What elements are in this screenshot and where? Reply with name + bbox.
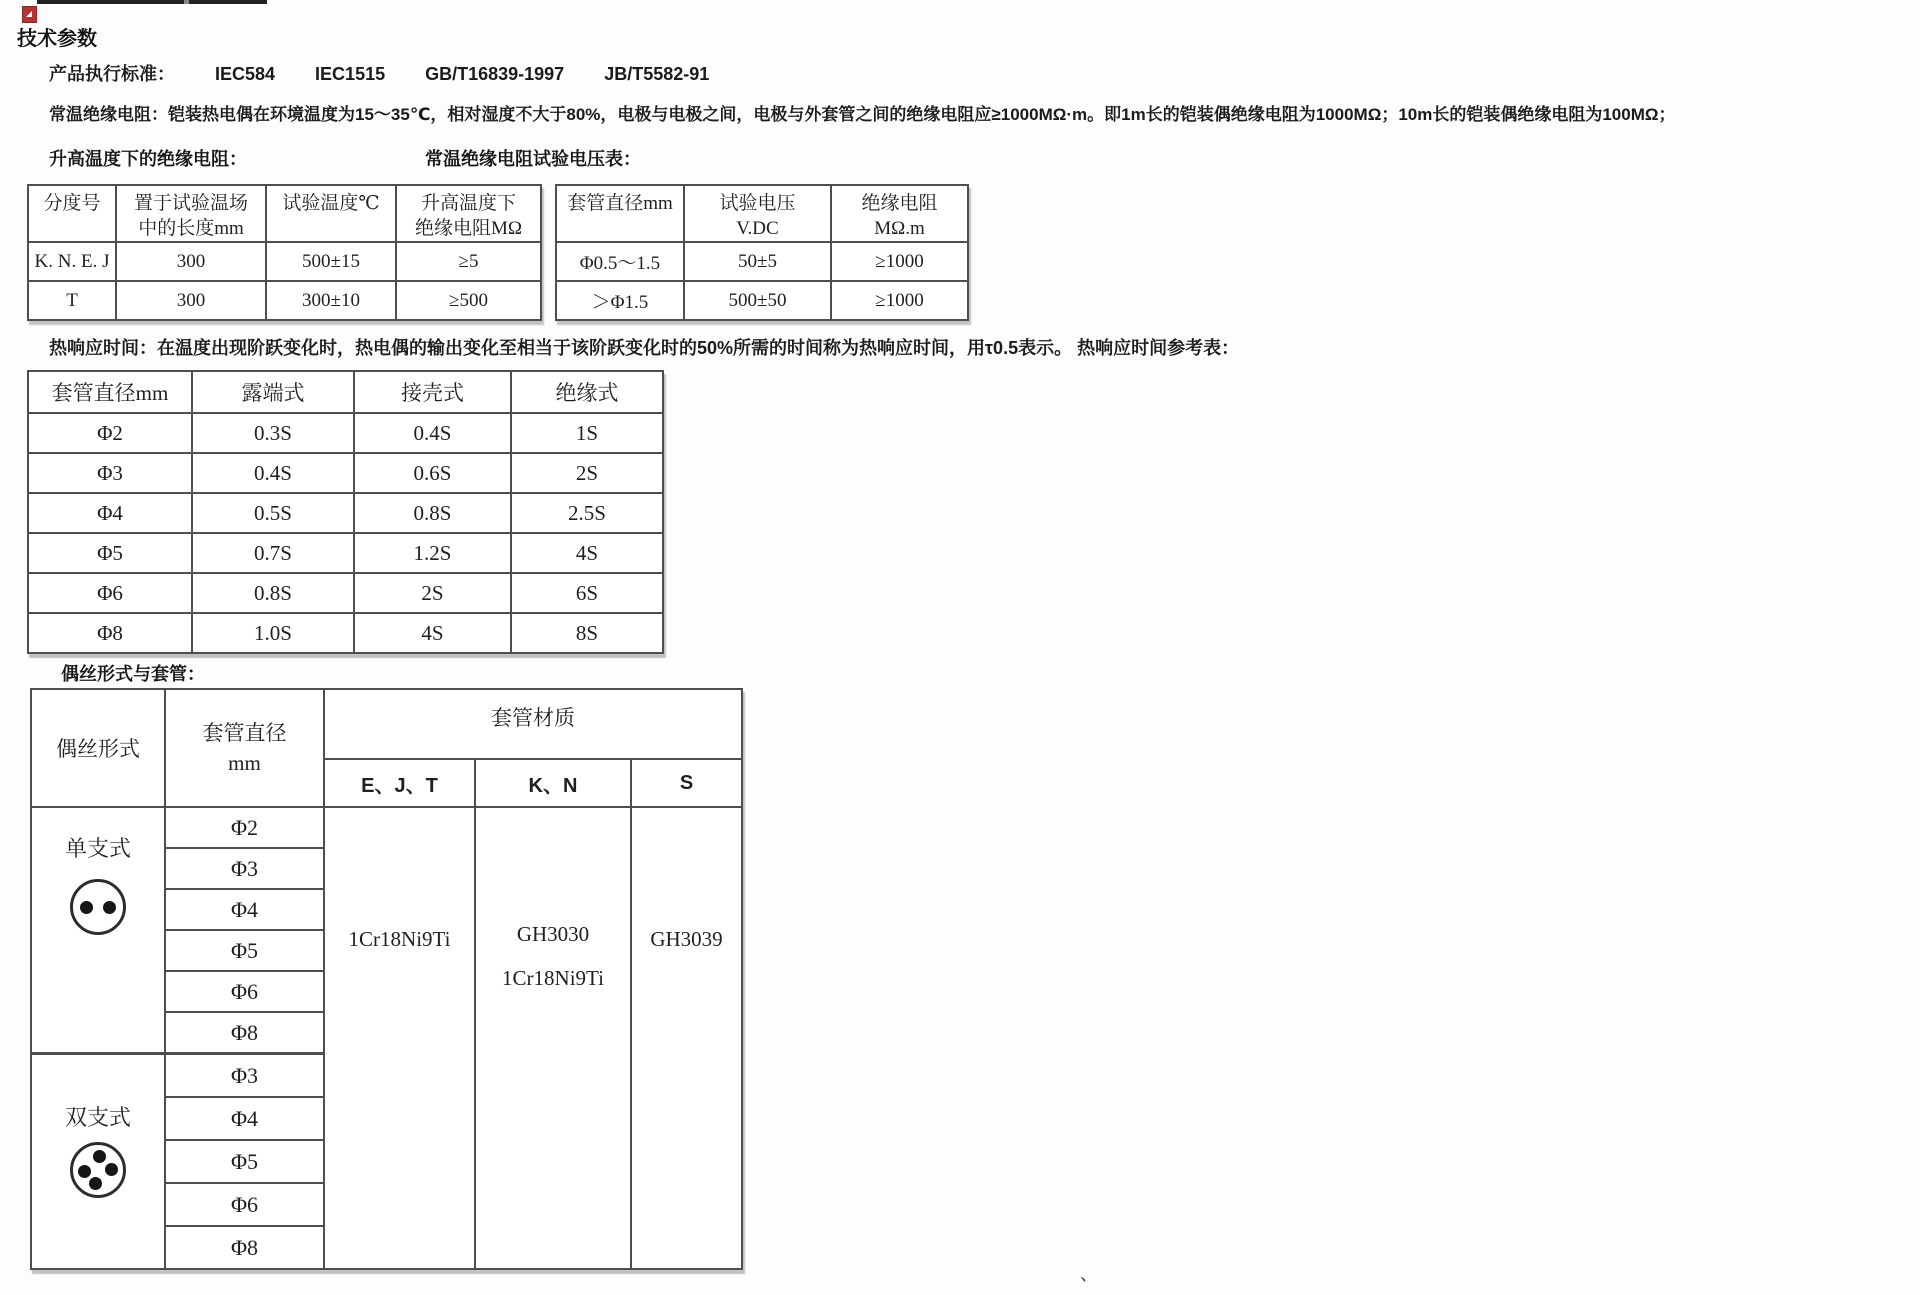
diameter-cell: Φ6 bbox=[165, 1183, 324, 1226]
material-type-cell: S bbox=[631, 759, 742, 807]
voltage-table-label: 常温绝缘电阻试验电压表： bbox=[425, 149, 641, 169]
response-time-paragraph: 热响应时间：在温度出现阶跃变化时，热电偶的输出变化至相当于该阶跃变化时的50%所需的时间称为热响应时间，用τ0.5表示。 热响应时间参考表： bbox=[49, 338, 1240, 358]
cell: 500±15 bbox=[266, 242, 396, 281]
diameter-cell: Φ8 bbox=[165, 1226, 324, 1269]
cell: Φ6 bbox=[28, 573, 192, 613]
single-core-icon bbox=[70, 879, 126, 935]
single-support-cell bbox=[31, 807, 165, 1054]
header-cell: 置于试验温场 中的长度mm bbox=[116, 185, 266, 242]
cell: 0.5S bbox=[192, 493, 354, 533]
diameter-cell: Φ3 bbox=[165, 848, 324, 889]
table-header-row bbox=[556, 185, 968, 242]
header-cell: 试验电压 V.DC bbox=[684, 185, 831, 242]
page-title: 技术参数 bbox=[17, 28, 97, 50]
cell: 6S bbox=[511, 573, 663, 613]
table-row bbox=[28, 413, 663, 453]
standard-item: IEC1515 bbox=[315, 64, 386, 84]
table-row bbox=[28, 573, 663, 613]
elevated-resistance-table bbox=[27, 184, 542, 321]
response-time-table bbox=[27, 370, 664, 654]
diameter-cell: Φ4 bbox=[165, 1097, 324, 1140]
header-cell: 分度号 bbox=[28, 185, 116, 242]
cell: Φ2 bbox=[28, 413, 192, 453]
table-row bbox=[28, 613, 663, 653]
table-header-row bbox=[31, 689, 742, 759]
wire-form-table bbox=[30, 688, 743, 1270]
material-type-cell: E、J、T bbox=[324, 759, 475, 807]
header-cell: 绝缘式 bbox=[511, 371, 663, 413]
cell: 4S bbox=[354, 613, 511, 653]
test-voltage-table bbox=[555, 184, 969, 321]
cell: ≥1000 bbox=[831, 281, 968, 320]
diameter-cell: Φ5 bbox=[165, 1140, 324, 1183]
cell: 300±10 bbox=[266, 281, 396, 320]
header-cell: 试验温度℃ bbox=[266, 185, 396, 242]
elevated-resistance-label: 升高温度下的绝缘电阻： bbox=[49, 149, 247, 169]
table-row bbox=[28, 493, 663, 533]
wire-form-label: 偶丝形式与套管： bbox=[61, 664, 205, 684]
table-row bbox=[556, 281, 968, 320]
material-cell: GH3030 1Cr18Ni9Ti bbox=[475, 807, 631, 1269]
cell: T bbox=[28, 281, 116, 320]
cell: 0.4S bbox=[192, 453, 354, 493]
cell: 0.6S bbox=[354, 453, 511, 493]
cell: 0.7S bbox=[192, 533, 354, 573]
insulation-paragraph: 常温绝缘电阻：铠装热电偶在环境温度为15～35℃，相对湿度不大于80%，电极与电极之间，电极与外套管之间的绝缘电阻应≥1000MΩ·m。即1m长的铠装偶绝缘电阻为1000MΩ；10m长的铠装偶绝缘电阻为100MΩ； bbox=[49, 105, 1676, 124]
diameter-cell: Φ4 bbox=[165, 889, 324, 930]
double-support-label: 双支式 bbox=[64, 1105, 131, 1130]
diameter-cell: Φ6 bbox=[165, 971, 324, 1012]
header-cell: 偶丝形式 bbox=[31, 689, 165, 807]
table-row bbox=[556, 242, 968, 281]
header-cell: 套管直径mm bbox=[28, 371, 192, 413]
cell: Φ3 bbox=[28, 453, 192, 493]
cell: 2S bbox=[511, 453, 663, 493]
double-core-icon bbox=[70, 1142, 126, 1198]
diameter-cell: Φ5 bbox=[165, 930, 324, 971]
cell: Φ0.5～1.5 bbox=[556, 242, 684, 281]
cell: 4S bbox=[511, 533, 663, 573]
diameter-cell: Φ8 bbox=[165, 1012, 324, 1054]
cell: 0.4S bbox=[354, 413, 511, 453]
standards-label: 产品执行标准： bbox=[49, 64, 175, 84]
cell: 500±50 bbox=[684, 281, 831, 320]
material-cell: 1Cr18Ni9Ti bbox=[324, 807, 475, 1269]
table-row bbox=[28, 281, 541, 320]
cell: 300 bbox=[116, 281, 266, 320]
cell: 8S bbox=[511, 613, 663, 653]
cell: 0.3S bbox=[192, 413, 354, 453]
table-row bbox=[28, 533, 663, 573]
material-cell: GH3039 bbox=[631, 807, 742, 1269]
header-cell-material: 套管材质 bbox=[324, 689, 742, 759]
table-row bbox=[28, 242, 541, 281]
cell: Φ4 bbox=[28, 493, 192, 533]
cell: K. N. E. J bbox=[28, 242, 116, 281]
cell: ≥5 bbox=[396, 242, 541, 281]
cell: 1.0S bbox=[192, 613, 354, 653]
single-support-label: 单支式 bbox=[64, 836, 131, 861]
cell: Φ5 bbox=[28, 533, 192, 573]
cell: ≥1000 bbox=[831, 242, 968, 281]
header-cell: 套管直径 mm bbox=[165, 689, 324, 807]
cell: 2.5S bbox=[511, 493, 663, 533]
cell: 1.2S bbox=[354, 533, 511, 573]
cell: 2S bbox=[354, 573, 511, 613]
header-cell: 升高温度下 绝缘电阻MΩ bbox=[396, 185, 541, 242]
cropped-text-remnant bbox=[37, 0, 267, 4]
table-header-row bbox=[28, 185, 541, 242]
cell: Φ8 bbox=[28, 613, 192, 653]
cell: ＞Φ1.5 bbox=[556, 281, 684, 320]
stray-punctuation-mark: 、 bbox=[1080, 1264, 1098, 1284]
cell: 0.8S bbox=[354, 493, 511, 533]
cell: 0.8S bbox=[192, 573, 354, 613]
cell: 50±5 bbox=[684, 242, 831, 281]
header-cell: 接壳式 bbox=[354, 371, 511, 413]
table-row bbox=[31, 807, 742, 848]
standard-item: JB/T5582-91 bbox=[604, 64, 710, 84]
material-type-cell: K、N bbox=[475, 759, 631, 807]
standard-item: GB/T16839-1997 bbox=[425, 64, 565, 84]
table-header-row bbox=[28, 371, 663, 413]
standard-item: IEC584 bbox=[215, 64, 276, 84]
header-cell: 套管直径mm bbox=[556, 185, 684, 242]
diameter-cell: Φ2 bbox=[165, 807, 324, 848]
cell: 300 bbox=[116, 242, 266, 281]
broken-image-icon bbox=[22, 6, 37, 23]
header-cell: 绝缘电阻 MΩ.m bbox=[831, 185, 968, 242]
diameter-cell: Φ3 bbox=[165, 1054, 324, 1098]
cell: 1S bbox=[511, 413, 663, 453]
header-cell: 露端式 bbox=[192, 371, 354, 413]
double-support-cell bbox=[31, 1054, 165, 1270]
cell: ≥500 bbox=[396, 281, 541, 320]
table-row bbox=[28, 453, 663, 493]
standards-line bbox=[49, 60, 749, 86]
